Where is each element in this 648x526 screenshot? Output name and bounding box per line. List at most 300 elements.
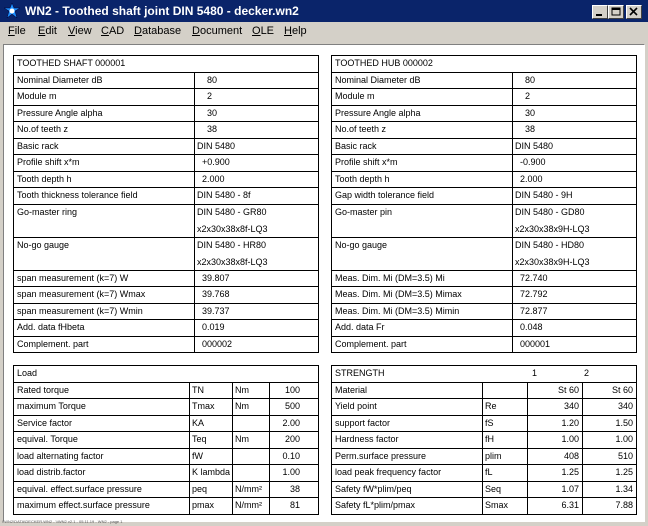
table-row — [332, 416, 636, 433]
param-value[interactable] — [197, 238, 316, 270]
param-label: Complement. part — [17, 338, 89, 349]
load-sym: fW — [192, 450, 203, 461]
divider — [582, 465, 583, 481]
divider — [269, 498, 270, 515]
strength-col1-header: 1 — [532, 368, 538, 378]
menu-document[interactable]: Document — [192, 25, 243, 37]
divider — [189, 498, 190, 515]
param-value[interactable] — [515, 320, 634, 336]
divider — [189, 416, 190, 432]
divider — [269, 416, 270, 432]
divider — [482, 432, 483, 448]
divider — [527, 465, 528, 481]
divider — [232, 416, 233, 432]
divider — [194, 106, 195, 122]
param-value[interactable] — [197, 139, 316, 155]
param-value[interactable] — [197, 155, 316, 171]
menu-ole[interactable]: OLE — [252, 25, 275, 37]
strength-sym: Smax — [485, 500, 509, 510]
divider — [582, 482, 583, 498]
strength-label: Yield point — [335, 401, 377, 411]
load-unit — [235, 465, 267, 481]
table-row — [14, 106, 318, 123]
divider — [232, 399, 233, 415]
divider — [189, 449, 190, 465]
divider — [512, 287, 513, 303]
table-row — [332, 238, 636, 271]
load-sym: pmax — [192, 500, 215, 510]
strength-label: Safety fL*plim/pmax — [335, 500, 416, 510]
table-row — [332, 337, 636, 354]
param-label: No.of teeth z — [17, 124, 69, 134]
param-value[interactable] — [197, 304, 316, 320]
divider — [527, 482, 528, 498]
strength-v2[interactable]: St 60 — [611, 384, 633, 395]
table-row — [14, 73, 318, 90]
divider — [512, 155, 513, 171]
param-value-line: 80 — [525, 74, 536, 85]
minimize-icon — [593, 6, 607, 18]
strength-sym: fL — [485, 467, 493, 477]
param-label: Add. data Fr — [335, 322, 385, 332]
param-value[interactable] — [197, 73, 316, 89]
divider — [189, 482, 190, 498]
load-sym: Tmax — [192, 401, 215, 411]
param-value-line: 0.048 — [520, 322, 543, 332]
divider — [527, 416, 528, 432]
strength-label: Hardness factor — [335, 434, 399, 444]
param-value-line: 72.792 — [520, 289, 548, 299]
table-row — [14, 498, 318, 515]
table-row — [14, 449, 318, 466]
divider — [269, 383, 270, 399]
menu-edit[interactable]: Edit — [38, 25, 57, 37]
param-value-line: 2 — [525, 91, 531, 101]
table-row — [14, 205, 318, 238]
divider — [527, 449, 528, 465]
param-value-line: DIN 5480 - GR80 — [197, 206, 267, 217]
toothed-shaft-table — [13, 55, 319, 353]
table-row — [14, 416, 318, 433]
param-value-line: 39.737 — [202, 305, 230, 316]
param-value-line: 38 — [207, 124, 218, 134]
param-value-line2: x2x30x38x9H-LQ3 — [515, 223, 590, 234]
load-unit — [235, 449, 267, 465]
table-row — [14, 287, 318, 304]
strength-v2[interactable]: 7.88 — [615, 500, 633, 510]
load-table — [13, 365, 319, 515]
divider — [232, 465, 233, 481]
menu-database[interactable]: Database — [134, 25, 182, 37]
strength-label: load peak frequency factor — [335, 467, 442, 477]
document-area — [3, 44, 645, 522]
table-row — [14, 155, 318, 172]
param-value-line2: x2x30x38x8f-LQ3 — [197, 223, 268, 234]
load-label: Rated torque — [17, 384, 70, 395]
divider — [189, 399, 190, 415]
maximize-button[interactable] — [608, 5, 624, 19]
param-label: Nominal Diameter dB — [335, 74, 421, 85]
param-value-line: +0.900 — [202, 157, 230, 167]
param-value[interactable] — [197, 188, 316, 204]
load-sym: TN — [192, 384, 204, 395]
param-value[interactable] — [197, 205, 316, 237]
param-value[interactable] — [515, 155, 634, 171]
param-label: Basic rack — [17, 140, 59, 151]
strength-v1[interactable]: 1.00 — [561, 434, 579, 444]
param-value-line: 000002 — [202, 338, 233, 349]
divider — [194, 89, 195, 105]
load-value[interactable]: 0.10 — [282, 450, 300, 461]
divider — [194, 205, 195, 237]
param-value-line: 72.877 — [520, 305, 548, 316]
menu-cad[interactable]: CAD — [101, 25, 125, 37]
load-unit — [235, 416, 267, 432]
strength-v1[interactable]: St 60 — [557, 384, 579, 395]
table-row — [14, 383, 318, 400]
menu-file[interactable]: File — [8, 25, 26, 37]
load-label: equival. effect.surface pressure — [17, 483, 142, 494]
param-label: Module m — [17, 91, 57, 101]
strength-v1[interactable]: 1.25 — [561, 467, 579, 477]
toothed-shaft-table-title: TOOTHED SHAFT 000001 — [17, 58, 126, 68]
divider — [482, 449, 483, 465]
divider — [527, 399, 528, 415]
param-value-line: 2.000 — [520, 173, 543, 184]
table-row — [14, 432, 318, 449]
param-label: span measurement (k=7) Wmin — [17, 305, 143, 316]
divider — [232, 432, 233, 448]
param-value[interactable] — [515, 172, 634, 188]
close-button[interactable] — [626, 5, 642, 19]
strength-v2[interactable]: 1.50 — [615, 417, 633, 428]
param-value[interactable] — [197, 122, 316, 138]
load-value[interactable]: 200 — [284, 434, 300, 444]
param-value-line2: x2x30x38x9H-LQ3 — [515, 256, 590, 267]
load-unit: N/mm² — [235, 500, 262, 510]
table-row — [14, 89, 318, 106]
param-value-line: DIN 5480 - HR80 — [197, 239, 267, 250]
strength-table — [331, 365, 637, 515]
divider — [482, 399, 483, 415]
table-row — [14, 337, 318, 354]
table-row — [332, 155, 636, 172]
toothed-hub-table-header — [332, 56, 636, 73]
load-value[interactable]: 2.00 — [282, 417, 300, 428]
load-value[interactable]: 38 — [289, 483, 300, 494]
param-value[interactable] — [515, 139, 634, 155]
strength-sym: fH — [485, 434, 494, 444]
divider — [482, 465, 483, 481]
table-row — [332, 271, 636, 288]
strength-sym: fS — [485, 417, 494, 428]
load-header — [14, 366, 318, 383]
divider — [582, 383, 583, 399]
param-label: Meas. Dim. Mi (DM=3.5) Mi — [335, 272, 445, 283]
param-value[interactable] — [197, 337, 316, 354]
strength-v2[interactable]: 1.25 — [615, 467, 633, 477]
menu-help[interactable]: Help — [284, 25, 307, 37]
param-value-line: 39.768 — [202, 289, 230, 299]
window-title: WN2 - Toothed shaft joint DIN 5480 - decker.wn2 — [25, 4, 299, 18]
load-unit: Nm — [235, 434, 249, 444]
toothed-hub-table — [331, 55, 637, 353]
load-value[interactable]: 500 — [284, 401, 300, 411]
print-footer: \\WN2\DATA\DECKER.WN2 - \\WN2 v2.1 - 05.11.19 - WN2 - page 1 — [2, 519, 123, 524]
strength-v2[interactable]: 1.34 — [615, 483, 633, 494]
param-value[interactable] — [515, 304, 634, 320]
strength-v2[interactable]: 1.00 — [615, 434, 633, 444]
param-label: Gap width tolerance field — [335, 190, 435, 200]
divider — [482, 498, 483, 515]
divider — [512, 106, 513, 122]
table-row — [332, 399, 636, 416]
param-value-line2: x2x30x38x8f-LQ3 — [197, 256, 268, 267]
divider — [582, 399, 583, 415]
divider — [527, 383, 528, 399]
param-label: Nominal Diameter dB — [17, 74, 103, 85]
table-row — [332, 73, 636, 90]
strength-col2-header: 2 — [584, 368, 590, 378]
divider — [189, 432, 190, 448]
table-row — [332, 498, 636, 515]
load-unit: N/mm² — [235, 483, 262, 494]
table-row — [14, 238, 318, 271]
divider — [512, 139, 513, 155]
table-row — [332, 205, 636, 238]
divider — [527, 432, 528, 448]
table-row — [14, 188, 318, 205]
load-value[interactable]: 81 — [289, 500, 300, 510]
param-value-line: DIN 5480 — [515, 140, 554, 151]
divider — [194, 139, 195, 155]
strength-header — [332, 366, 636, 383]
table-row — [14, 399, 318, 416]
load-label: maximum Torque — [17, 401, 86, 411]
divider — [194, 320, 195, 336]
param-label: No.of teeth z — [335, 124, 387, 134]
param-value-line: 2 — [207, 91, 213, 101]
param-value[interactable] — [515, 73, 634, 89]
divider — [232, 383, 233, 399]
divider — [512, 89, 513, 105]
divider — [512, 122, 513, 138]
param-value[interactable] — [515, 337, 634, 354]
load-unit: Nm — [235, 401, 249, 411]
divider — [194, 172, 195, 188]
param-value[interactable] — [515, 106, 634, 122]
param-value-line: 000001 — [520, 338, 551, 349]
divider — [194, 337, 195, 354]
divider — [512, 337, 513, 354]
param-value-line: 80 — [207, 74, 218, 85]
divider — [194, 238, 195, 270]
load-unit: Nm — [235, 384, 249, 395]
title-bar — [0, 0, 648, 22]
table-row — [332, 287, 636, 304]
table-row — [332, 465, 636, 482]
param-value[interactable] — [197, 287, 316, 303]
minimize-button[interactable] — [592, 5, 608, 19]
load-value[interactable]: 100 — [284, 384, 300, 395]
param-label: Tooth thickness tolerance field — [17, 190, 138, 200]
divider — [582, 498, 583, 515]
divider — [194, 304, 195, 320]
divider — [512, 238, 513, 270]
param-value-line: 72.740 — [520, 272, 548, 283]
table-row — [332, 320, 636, 337]
param-value-line: 0.019 — [202, 322, 225, 332]
param-value[interactable] — [197, 271, 316, 287]
param-value-line: DIN 5480 - 8f — [197, 190, 251, 200]
strength-label: support factor — [335, 417, 391, 428]
divider — [194, 122, 195, 138]
param-label: span measurement (k=7) W — [17, 272, 129, 283]
table-row — [332, 172, 636, 189]
star-gear-icon[interactable] — [4, 3, 20, 19]
toothed-shaft-table-header — [14, 56, 318, 73]
table-row — [14, 122, 318, 139]
param-value[interactable] — [197, 106, 316, 122]
param-value[interactable] — [515, 89, 634, 105]
table-row — [332, 432, 636, 449]
strength-sym: Seq — [485, 483, 502, 494]
table-row — [332, 139, 636, 156]
param-value[interactable] — [515, 188, 634, 204]
param-value-line: DIN 5480 - HD80 — [515, 239, 585, 250]
param-label: span measurement (k=7) Wmax — [17, 289, 146, 299]
divider — [232, 482, 233, 498]
param-value-line: 30 — [207, 107, 218, 118]
param-value-line: 30 — [525, 107, 536, 118]
divider — [512, 205, 513, 237]
load-value[interactable]: 1.00 — [282, 467, 300, 477]
strength-v1[interactable]: 340 — [563, 401, 579, 411]
param-value[interactable] — [197, 172, 316, 188]
table-row — [14, 482, 318, 499]
param-value[interactable] — [515, 287, 634, 303]
param-label: Tooth depth h — [335, 173, 390, 184]
table-row — [14, 139, 318, 156]
divider — [512, 271, 513, 287]
divider — [582, 432, 583, 448]
load-sym: KA — [192, 417, 205, 428]
strength-v1[interactable]: 1.20 — [561, 417, 579, 428]
divider — [194, 188, 195, 204]
param-value-line: -0.900 — [520, 157, 546, 167]
strength-label: Safety fW*plim/peq — [335, 483, 412, 494]
table-row — [332, 383, 636, 400]
maximize-icon — [609, 6, 623, 18]
divider — [269, 399, 270, 415]
param-label: Basic rack — [335, 140, 377, 151]
param-value[interactable] — [197, 89, 316, 105]
strength-v2[interactable]: 340 — [617, 401, 633, 411]
divider — [194, 287, 195, 303]
param-value[interactable] — [197, 320, 316, 336]
divider — [512, 172, 513, 188]
strength-v2[interactable]: 510 — [617, 450, 633, 461]
load-label: Service factor — [17, 417, 73, 428]
param-value-line: DIN 5480 — [197, 140, 236, 151]
divider — [527, 498, 528, 515]
load-label: equival. Torque — [17, 434, 78, 444]
param-label: Pressure Angle alpha — [17, 107, 103, 118]
toothed-hub-table-title: TOOTHED HUB 000002 — [335, 58, 433, 68]
load-sym: peq — [192, 483, 208, 494]
strength-label: Material — [335, 384, 368, 395]
divider — [482, 416, 483, 432]
param-label: Go-master ring — [17, 206, 78, 217]
table-row — [332, 304, 636, 321]
param-value[interactable] — [515, 205, 634, 237]
divider — [269, 449, 270, 465]
load-sym: K lambda — [192, 467, 230, 477]
param-value[interactable] — [515, 238, 634, 270]
divider — [512, 320, 513, 336]
param-label: Pressure Angle alpha — [335, 107, 421, 118]
divider — [512, 188, 513, 204]
table-row — [332, 449, 636, 466]
menu-bar — [0, 22, 648, 42]
param-label: Complement. part — [335, 338, 407, 349]
divider — [482, 383, 483, 399]
table-row — [14, 172, 318, 189]
divider — [482, 482, 483, 498]
divider — [512, 73, 513, 89]
param-label: Profile shift x*m — [17, 157, 80, 167]
param-value-line: 39.807 — [202, 272, 230, 283]
load-sym: Teq — [192, 434, 207, 444]
table-row — [332, 482, 636, 499]
param-value-line: DIN 5480 - 9H — [515, 190, 573, 200]
param-value-line: 2.000 — [202, 173, 225, 184]
param-label: Module m — [335, 91, 375, 101]
divider — [194, 73, 195, 89]
param-value[interactable] — [515, 122, 634, 138]
strength-v1[interactable]: 1.07 — [561, 483, 579, 494]
table-row — [332, 89, 636, 106]
param-label: No-go gauge — [17, 239, 70, 250]
table-row — [14, 271, 318, 288]
strength-title: STRENGTH — [335, 368, 385, 378]
param-label: Profile shift x*m — [335, 157, 398, 167]
divider — [189, 383, 190, 399]
param-label: Add. data fHbeta — [17, 322, 85, 332]
table-row — [332, 188, 636, 205]
divider — [194, 155, 195, 171]
strength-v1[interactable]: 6.31 — [561, 500, 579, 510]
strength-sym — [485, 383, 524, 399]
param-label: Tooth depth h — [17, 173, 72, 184]
divider — [232, 498, 233, 515]
param-value[interactable] — [515, 271, 634, 287]
table-row — [14, 304, 318, 321]
table-row — [14, 320, 318, 337]
divider — [269, 465, 270, 481]
param-value-line: DIN 5480 - GD80 — [515, 206, 585, 217]
divider — [232, 449, 233, 465]
load-label: load alternating factor — [17, 450, 104, 461]
menu-view[interactable]: View — [68, 25, 92, 37]
param-label: Meas. Dim. Mi (DM=3.5) Mimax — [335, 289, 462, 299]
param-label: Meas. Dim. Mi (DM=3.5) Mimin — [335, 305, 460, 316]
divider — [269, 482, 270, 498]
param-value-line: 38 — [525, 124, 536, 134]
table-row — [332, 106, 636, 123]
strength-v1[interactable]: 408 — [563, 450, 579, 461]
load-title: Load — [17, 368, 38, 378]
